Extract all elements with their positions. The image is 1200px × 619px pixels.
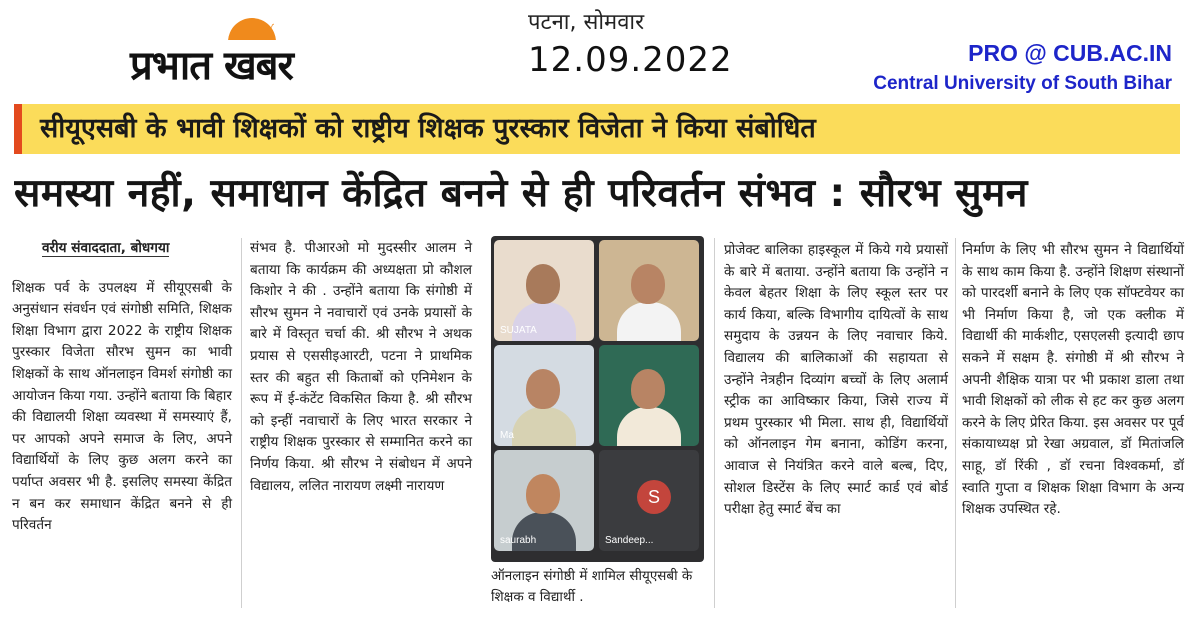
photo-caption: ऑनलाइन संगोष्ठी में शामिल सीयूएसबी के शिक्षक व विद्यार्थी . [491,568,693,605]
column-3-text: प्रोजेक्ट बालिका हाइस्कूल में किये गये प्रयासों के बारे में बताया. उन्होंने बताया कि उन्होंने न केवल बेहतर शिक्षा के लिए स्कूल स्तर पर कार्य किया, बल्कि विभागीय दायित्वों के साथ समुदाय के उन्नयन के लिए नवाचार किये. विद्यालय की बालिकाओं की सहायता से उन्होंने नेत्रहीन दिव्यांग बच्चों के लिए अलार्म स्ट्रीक का आविष्कार किया, जिसे राज्य में प्रथम पुरस्कार भी मिला. साथ ही, विद्यार्थियों को ऑनलाइन गेम बनाना, कोडिंग करना, आवाज से नियंत्रित करने वाले बल्ब, दिए, सोशल डिस्टेंस के लिए स्मार्ट कार्ड एवं बोर्ड परीक्षा हेतु स्मार्ट बेंच का [724,242,948,518]
article-column-2 [250,238,472,497]
column-divider [955,238,956,608]
participant-name: Sandeep... [605,535,654,546]
credit-email: PRO @ CUB.AC.IN [968,40,1172,66]
dateline-place-day: पटना, सोमवार [528,10,645,35]
credit-block [873,40,1172,95]
main-headline: समस्या नहीं, समाधान केंद्रित बनने से ही परिवर्तन संभव : सौरभ सुमन [14,171,1028,216]
online-meeting-photo [491,236,704,562]
column-4-text: निर्माण के लिए भी सौरभ सुमन ने विद्यार्थियों के साथ काम किया है. उन्होंने शिक्षण संस्थानों को पारदर्शी बनाने के लिए एक सॉफ्टवेयर का भी निर्माण किया है, जो एक क्लीक में विद्यार्थी की मार्कशीट, एसएलसी इत्यादी छाप सकने में सक्षम है. संगोष्ठी में श्री सौरभ ने अपनी शैक्षिक यात्रा पर भी प्रकाश डाला तथा भावी शिक्षकों को लीक से हट कर कुछ अलग करने के लिए प्रेरित किया. इस अवसर पर पूर्व संकायाध्यक्ष प्रो रेखा अग्रवाल, डॉ मितांजलि साहू, डॉ रिंकी , डॉ रचना विश्वकर्मा, डॉ स्वाति गुप्ता व शिक्षक शिक्षा विभाग के अन्य शिक्षक उपस्थित रहे. [962,242,1184,518]
column-divider [714,238,715,608]
column-1-text: शिक्षक पर्व के उपलक्ष्य में सीयूएसबी के अनुसंधान संवर्धन एवं संगोष्ठी समिति, शिक्षक शिक्षा विभाग द्वारा 2022 के राष्ट्रीय शिक्षक पुरस्कार विजेता सौरभ सुमन का भावी शिक्षकों के साथ ऑनलाइन विमर्श संगोष्ठी का आयोजन किया गया. उन्होंने बताया कि बिहार की विद्यालयी शिक्षा व्यवस्था में समस्याएं हैं, पर आपको अपने समाज के लिए, अपने विद्यार्थियों के लिए कुछ अलग करने का पर्याप्त अवसर भी है. इसलिए समस्या केंद्रित न बन कर समाधान केंद्रित बनने से ही परिवर्तन [12,279,232,534]
kicker-headline: सीयूएसबी के भावी शिक्षकों को राष्ट्रीय शिक्षक पुरस्कार विजेता ने किया संबोधित [14,104,1180,154]
credit-university: Central University of South Bihar [873,73,1172,94]
participant-name: saurabh [500,535,537,546]
dateline [528,6,733,80]
logo-text: प्रभात खबर [130,43,293,89]
rising-sun-icon: 〰 [228,14,276,40]
participant-tile [599,450,699,551]
participant-tile [599,345,699,446]
column-divider [241,238,242,608]
participant-tile [494,450,594,551]
article-column-4 [962,240,1184,521]
article-column-3 [724,240,948,521]
dateline-date: 12.09.2022 [528,40,733,80]
column-2-text: संभव है. पीआरओ मो मुदस्सीर आलम ने बताया कि कार्यक्रम की अध्यक्षता प्रो कौशल किशोर ने की . उन्होंने बताया कि संगोष्ठी में सौरभ सुमन ने नवाचारों एवं उनके प्रयासों के बारे में विस्तृत चर्चा की. श्री सौरभ ने अथक प्रयास से एससीइआरटी, पटना ने प्राथमिक स्तर की बहुत सी किताबों को एनिमेशन के रूप में ई-कंटेंट विकसित किया है. श्री सौरभ को इन्हीं नवाचारों के लिए भारत सरकार ने राष्ट्रीय शिक्षक पुरस्कार से सम्मानित करने का निर्णय किया. श्री सौरभ ने संबोधन में अपने विद्यालय, ललित नारायण लक्ष्मी नारायण [250,240,472,494]
article-column-1 [12,238,232,537]
newspaper-logo [130,14,380,89]
byline: वरीय संवाददाता, बोधगया [42,240,170,256]
masthead [0,0,1200,95]
participant-tile [494,240,594,341]
participant-tile [494,345,594,446]
participant-tile [599,240,699,341]
participant-name: Ma [500,430,514,441]
participant-name: SUJATA [500,325,537,336]
participant-avatar: S [637,480,671,514]
